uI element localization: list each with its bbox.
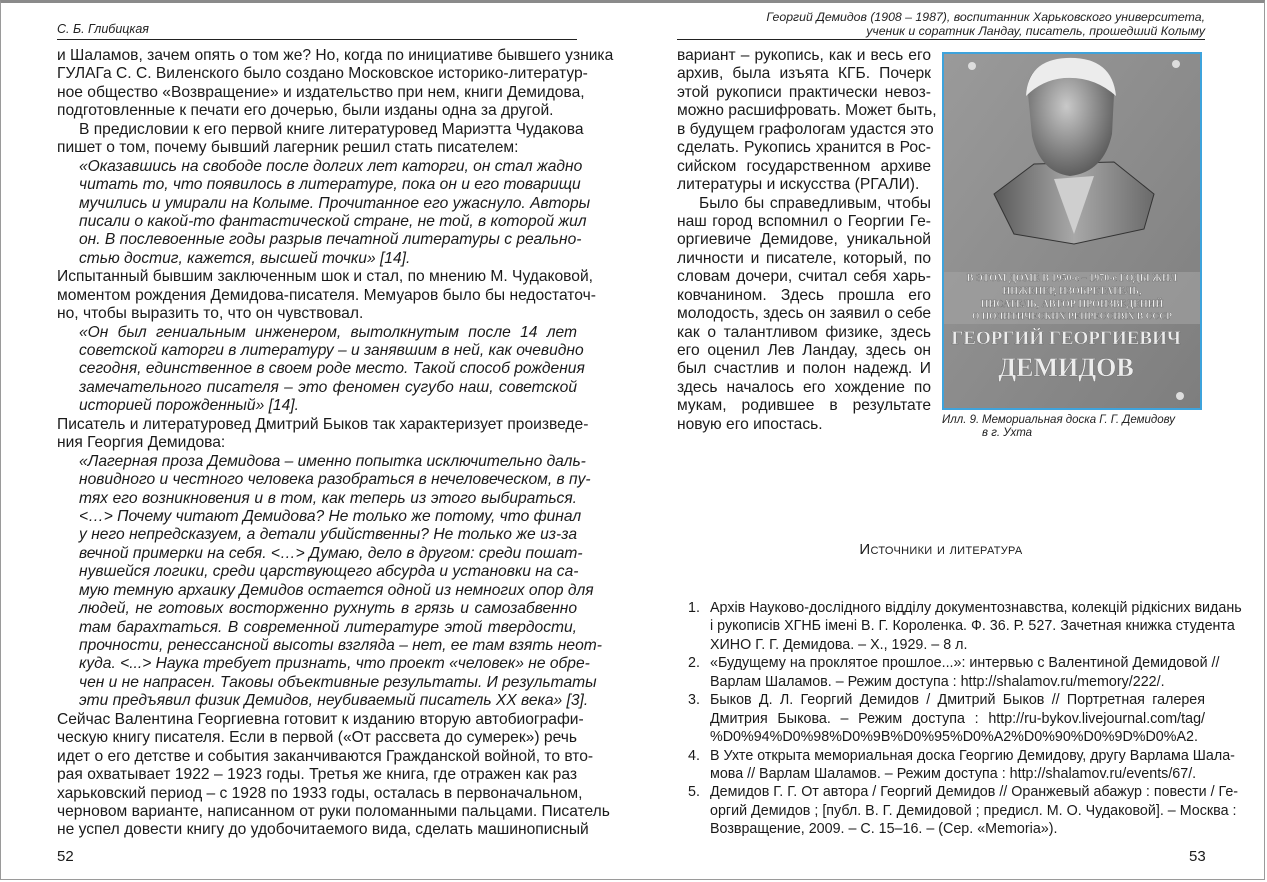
text-line: людей, не готовых восторженно рухнуть в грязь и самозабвенно [79, 600, 577, 618]
page-number-left: 52 [57, 848, 74, 865]
text-line: сделать. Рукопись хранится в Рос- [677, 139, 931, 157]
reference-line: %D0%94%D0%98%D0%9B%D0%95%D0%A2%D0%90%D0%9D%D0%A2. [710, 729, 1198, 746]
paragraph [57, 47, 614, 121]
header-rule-left [57, 39, 577, 40]
text-line: вариант – рукопись, как и весь его [677, 47, 931, 64]
text-line: «Он был гениальным инженером, вытолкнутым после 14 лет [79, 323, 577, 341]
reference-item [688, 783, 1239, 838]
text-line: оргиевиче Демидове, уникальной [677, 231, 931, 249]
text-line: у него непредсказуем, а детали убийственны? Не только же из-за [79, 526, 577, 544]
text-line: архив, была изъята КГБ. Почерк [677, 65, 931, 83]
text-line: здесь началось его хождение по [677, 378, 931, 396]
text-line: советской каторги в литературу – и занявшим в ней, как очевидно [79, 342, 584, 359]
reference-number: 5. [688, 784, 700, 801]
text-line: словам дочери, считал себя харь- [677, 268, 931, 286]
memorial-plaque-photo [942, 52, 1202, 410]
text-line: ковчанином. Здесь прошла его [677, 286, 931, 304]
text-line: сийском государственном архиве [677, 157, 931, 175]
text-line: его оценил Лев Ландау, здесь он [677, 342, 931, 359]
text-line: Писатель и литературовед Дмитрий Быков так характеризует произведе- [57, 415, 589, 433]
reference-line: Демидов Г. Г. От автора / Георгий Демидов // Оранжевый абажур : повести / Ге- [710, 784, 1239, 801]
text-line: тях его возникновения и в том, как теперь из этого выбираться. [79, 489, 577, 507]
paragraph [677, 47, 937, 195]
bolt-icon [1172, 60, 1180, 68]
running-head-line: ученик и соратник Ландау, писатель, прошедший Колыму [866, 23, 1205, 38]
text-line: ное общество «Возвращение» и издательство при нем, книги Демидова, [57, 83, 585, 101]
text-line: пишет о том, почему бывший лагерник решил стать писателем: [57, 139, 519, 157]
text-line: этой рукописи практически невоз- [677, 83, 931, 101]
plaque-line: ПИСАТЕЛЬ, АВТОР ПРОИЗВЕДЕНИЙ [980, 299, 1164, 310]
text-line: в будущем графологам удастся это [677, 120, 934, 138]
text-line: моментом рождения Демидова-писателя. Мемуаров было бы недостаточ- [57, 286, 596, 304]
paragraph [677, 195, 931, 435]
sources-heading: Источники и литература [859, 541, 1023, 558]
text-line: читать то, что появилось в литературе, пока он и его товарищи [79, 176, 581, 194]
plaque-line: О ПОЛИТИЧЕСКИХ РЕПРЕССИЯХ В СССР [972, 312, 1172, 322]
running-head-right [677, 11, 1205, 38]
reference-number: 3. [688, 692, 700, 709]
reference-line: Дмитрия Быкова. – Режим доступа : http://ru-bykov.livejournal.com/tag/ [710, 710, 1205, 727]
quote-block [57, 323, 585, 416]
running-head-left: С. Б. Глибицкая [57, 22, 149, 36]
reference-item [688, 747, 1235, 784]
text-line: ния Георгия Демидова: [57, 434, 226, 452]
reference-number: 1. [688, 600, 700, 616]
text-line: но, чтобы выразить то, что он чувствовал. [57, 305, 364, 323]
text-line: Было бы справедливым, чтобы [699, 194, 931, 212]
text-line: вечной примерки на себя. <…> Думаю, дело в другом: среди пошат- [79, 544, 583, 562]
text-line: мую темную архаику Демидов остается одной из немногих опор для [79, 581, 594, 599]
text-line: ческую книгу писателя. Если в первой («От рассвета до сумерек») речь [57, 729, 577, 747]
text-line: новую его ипостась. [677, 415, 823, 433]
reference-line: Архів Науково-дослідного відділу документознавства, колекцій рідкісних видань [710, 600, 1242, 616]
text-line: нувшейся логики, среди царствующего абсурда и установки на са- [79, 563, 579, 581]
quote-block [57, 452, 602, 711]
text-line: В предисловии к его первой книге литературовед Мариэтта Чудакова [79, 120, 584, 138]
text-line: подготовленные к печати его дочерью, были изданы одна за другой. [57, 102, 554, 120]
reference-item [688, 654, 1220, 691]
text-line: был счастлив и полон надежд. И [677, 360, 931, 378]
text-line: он. В послевоенные годы разрыв печатной литературы с реально- [79, 231, 582, 249]
text-line: черновом варианте, написанном от руки поломанными пальцами. Писатель [57, 802, 610, 820]
reference-line: Возвращение, 2009. – С. 15–16. – (Сер. «Memoria»). [710, 821, 1058, 838]
plaque-illustration [944, 54, 1200, 408]
text-line: сегодня, единственное в своем роде место. Такой способ рождения [79, 360, 585, 378]
text-line: «Лагерная проза Демидова – именно попытка исключительно даль- [79, 452, 586, 470]
caption-text [982, 414, 1222, 439]
paragraph [57, 710, 610, 840]
left-page-body [57, 47, 614, 840]
reference-line: Быков Д. Л. Георгий Демидов / Дмитрий Быков // Портретная галерея [710, 692, 1205, 709]
caption-line: Мемориальная доска Г. Г. Демидову [982, 414, 1176, 426]
text-line: рая охватывает 1922 – 1923 годы. Третья же книга, где отражен как раз [57, 766, 577, 784]
text-line: мукам, родившее в результате [677, 397, 931, 415]
text-line: мучились и умирали на Колыме. Прочитанное его ужаснуло. Авторы [79, 194, 591, 212]
text-line: можно расшифровать. Может быть, [677, 102, 937, 120]
reference-item [688, 599, 1242, 654]
paragraph [57, 415, 589, 453]
text-line: не успел довести книгу до удобочитаемого вида, сделать машинописный [57, 821, 589, 839]
references-list [688, 599, 1242, 839]
reference-item [688, 691, 1205, 746]
reference-number: 2. [688, 655, 700, 672]
text-line: Сейчас Валентина Георгиевна готовит к изданию вторую автобиографи- [57, 710, 584, 728]
text-line: чен и не напрасен. Таковы объективные результаты. И результаты [79, 673, 597, 691]
text-line: молодость, здесь он заявил о себе [677, 305, 932, 323]
caption-line: в г. Ухта [982, 426, 1033, 439]
reference-line: оргий Демидов ; [публ. В. Г. Демидовой ; предисл. М. О. Чудаковой]. – Москва : [710, 802, 1237, 819]
quote-block [57, 157, 591, 269]
plaque-line: В ЭТОМ ДОМЕ В 1950-е – 1970-е ГОДЫ ЖИЛ [966, 273, 1178, 284]
header-rule-right [677, 39, 1205, 40]
text-line: стью достиг, кажется, высшей точки» [14]. [79, 249, 411, 267]
text-line: литературы и искусства (РГАЛИ). [677, 176, 920, 194]
paragraph [57, 268, 596, 323]
text-line: прочности, ренессансной высоты взгляда – нет, ее там взять неот- [79, 637, 602, 654]
text-line: <…> Почему читают Демидова? Не только же потому, что финал [79, 507, 582, 525]
text-line: ГУЛАГа С. С. Виленского было создано Московское историко-литератур- [57, 65, 588, 83]
reference-line: мова // Варлам Шаламов. – Режим доступа : http://shalamov.ru/events/67/. [710, 765, 1197, 782]
reference-line: Варлам Шаламов. – Режим доступа : http://shalamov.ru/memory/222/. [710, 673, 1165, 690]
running-head-line: Георгий Демидов (1908 – 1987), воспитанник Харьковского университета, [766, 10, 1205, 24]
plaque-surname: ДЕМИДОВ [998, 353, 1134, 382]
text-line: «Оказавшись на свободе после долгих лет каторги, он стал жадно [79, 157, 583, 175]
text-line: и Шаламов, зачем опять о том же? Но, когда по инициативе бывшего узника [57, 47, 614, 64]
reference-line: «Будущему на проклятое прошлое...»: интервью с Валентиной Демидовой // [710, 655, 1220, 672]
text-line: эти предъявил физик Демидов, неубиваемый писатель XX века» [3]. [79, 692, 589, 710]
text-line: как о талантливом физике, здесь [677, 323, 931, 341]
page-number-right: 53 [1189, 848, 1206, 865]
reference-number: 4. [688, 747, 700, 764]
text-line: идет о его детстве и события заканчиваются Гражданской войной, то вто- [57, 747, 594, 765]
reference-line: і рукописів ХГНБ імені В. Г. Короленка. Ф. 36. Р. 527. Зачетная книжка студента [710, 618, 1235, 635]
text-line: личности и писателе, который, по [677, 249, 931, 267]
reference-line: В Ухте открыта мемориальная доска Георгию Демидову, другу Варлама Шала- [710, 747, 1235, 764]
caption-label: Илл. 9. [942, 414, 980, 426]
text-line: харьковский период – с 1928 по 1933 годы, осталась в первоначальном, [57, 784, 583, 802]
paragraph [57, 120, 584, 158]
text-line: новидного и честного человека разобраться в нечеловеческом, в пу- [79, 471, 591, 489]
bolt-icon [968, 62, 976, 70]
plaque-name: ГЕОРГИЙ ГЕОРГИЕВИЧ [951, 328, 1181, 349]
text-line: Испытанный бывшим заключенным шок и стал, по мнению М. Чудаковой, [57, 268, 593, 286]
text-line: историей порожденный» [14]. [79, 397, 299, 415]
text-line: замечательного писателя – это феномен сугубо наш, советской [79, 378, 577, 396]
text-line: куда. <...> Наука требует признать, что проект «человек» не обре- [79, 655, 590, 673]
text-line: писали о какой-то фантастической стране, не той, в которой жил [79, 212, 587, 230]
right-page-body [677, 47, 937, 434]
plaque-line: ИНЖЕНЕР, ИЗОБРЕТАТЕЛЬ, [1002, 286, 1142, 297]
text-line: там барахтаться. В современной литературе этой твердости, [79, 618, 577, 636]
bolt-icon [1176, 392, 1184, 400]
text-line: наш город вспомнил о Георгии Ге- [677, 212, 931, 230]
reference-line: ХИНО Г. Г. Демидова. – Х., 1929. – 8 л. [710, 636, 968, 653]
